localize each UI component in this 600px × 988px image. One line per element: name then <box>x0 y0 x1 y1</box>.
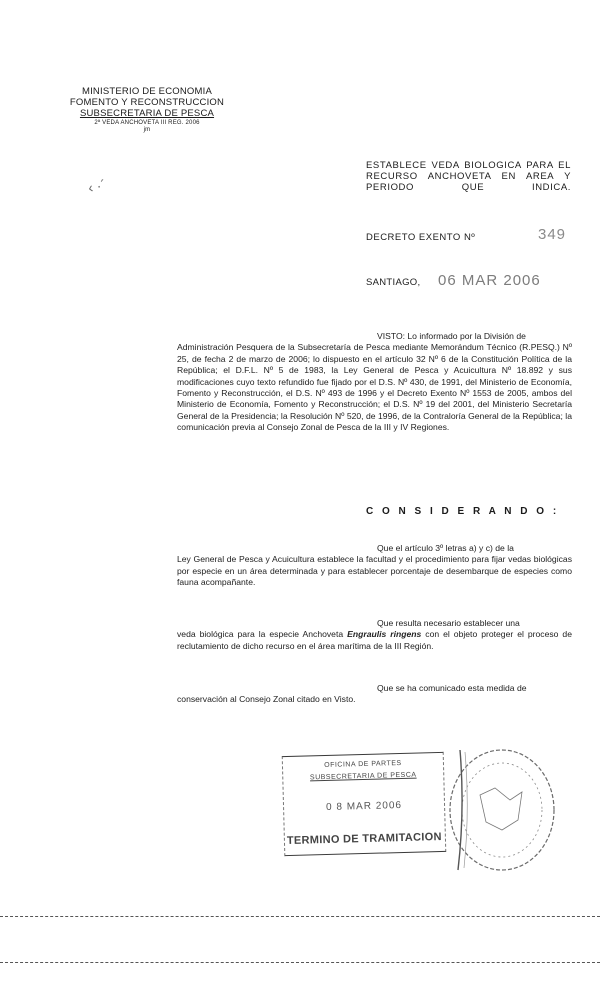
date-stamp: 06 MAR 2006 <box>438 272 541 289</box>
considerando-heading: C O N S I D E R A N D O : <box>366 506 560 517</box>
considerando-item-2 <box>177 618 572 652</box>
decree-number-label: DECRETO EXENTO Nº <box>366 232 476 243</box>
decree-number-stamp: 349 <box>538 226 567 243</box>
item2-body-post: con el objeto proteger el proceso de reclutamiento de dicho recurso en el área marítima de la III Región. <box>177 629 572 651</box>
item3-lead: Que se ha comunicado esta medida de <box>377 683 527 693</box>
item1-body: Ley General de Pesca y Acuicultura establece la facultad y el procedimiento para fijar vedas biológicas por especie en un área determinada y para establecer porcentaje de desembarque de especies como fauna acompañante. <box>177 554 572 588</box>
item2-lead: Que resulta necesario establecer una <box>377 618 520 628</box>
ministry-header <box>62 86 232 134</box>
visto-body: Administración Pesquera de la Subsecretaría de Pesca mediante Memorándum Técnico (R.PESQ.) Nº 25, de fecha 2 de marzo de 2006; lo dispuesto en el artículo 32 Nº 6 de la Constitución Política de la República; el D.F.L. Nº 5 de 1983, la Ley General de Pesca y Acuicultura Nº 18.892 y sus modificaciones cuyo texto refundido fue fijado por el D.S. Nº 430, de 1991, del Ministerio de Economía, Fomento y Reconstrucción, el D.S. Nº 493 de 1996 y el Decreto Exento Nº 1553 de 2005, ambos del Ministerio de Economía, Fomento y Reconstrucción; el D.S. Nº 19 del 2001, del Ministerio Secretaría General de la Presidencia; la Resolución Nº 520, de 1996, de la Contraloría General de la República; la comunicación previa al Consejo Zonal de Pesca de la III y IV Regiones. <box>177 342 572 433</box>
document-reference: 2ª VEDA ANCHOVETA III REG. 2006 <box>94 120 200 126</box>
stamp-date: 0 8 MAR 2006 <box>325 800 403 813</box>
typist-initials: jm <box>143 127 151 133</box>
visto-paragraph <box>177 331 572 434</box>
ministry-name-line2: FOMENTO Y RECONSTRUCCION <box>69 97 225 108</box>
considerando-item-1 <box>177 543 572 589</box>
stamp-line-subsecretaria: SUBSECRETARIA DE PESCA <box>309 771 417 782</box>
official-seal <box>440 740 560 880</box>
place-label: SANTIAGO, <box>366 277 421 288</box>
page-rule-1 <box>0 916 600 919</box>
stamp-termination: TERMINO DE TRAMITACION <box>286 830 442 848</box>
page-rule-2 <box>0 962 600 965</box>
visto-lead: VISTO: Lo informado por la División de <box>377 331 526 341</box>
item2-body <box>177 629 572 652</box>
office-stamp <box>282 752 447 856</box>
decree-subject: ESTABLECE VEDA BIOLOGICA PARA EL RECURSO ANCHOVETA EN AREA Y PERIODO QUE INDICA. <box>366 160 571 193</box>
handwritten-mark: ‹ ·´ <box>86 176 108 196</box>
ministry-name-line1: MINISTERIO DE ECONOMIA <box>81 86 213 97</box>
subsecretaria-name: SUBSECRETARIA DE PESCA <box>79 108 215 119</box>
stamp-line-office: OFICINA DE PARTES <box>324 760 402 770</box>
item2-body-pre: veda biológica para la especie Anchoveta <box>177 629 348 640</box>
considerando-item-3 <box>177 683 572 706</box>
item3-body: conservación al Consejo Zonal citado en Visto. <box>177 694 356 705</box>
species-name: Engraulis ringens <box>347 629 422 640</box>
item1-lead: Que el artículo 3º letras a) y c) de la <box>377 543 514 553</box>
